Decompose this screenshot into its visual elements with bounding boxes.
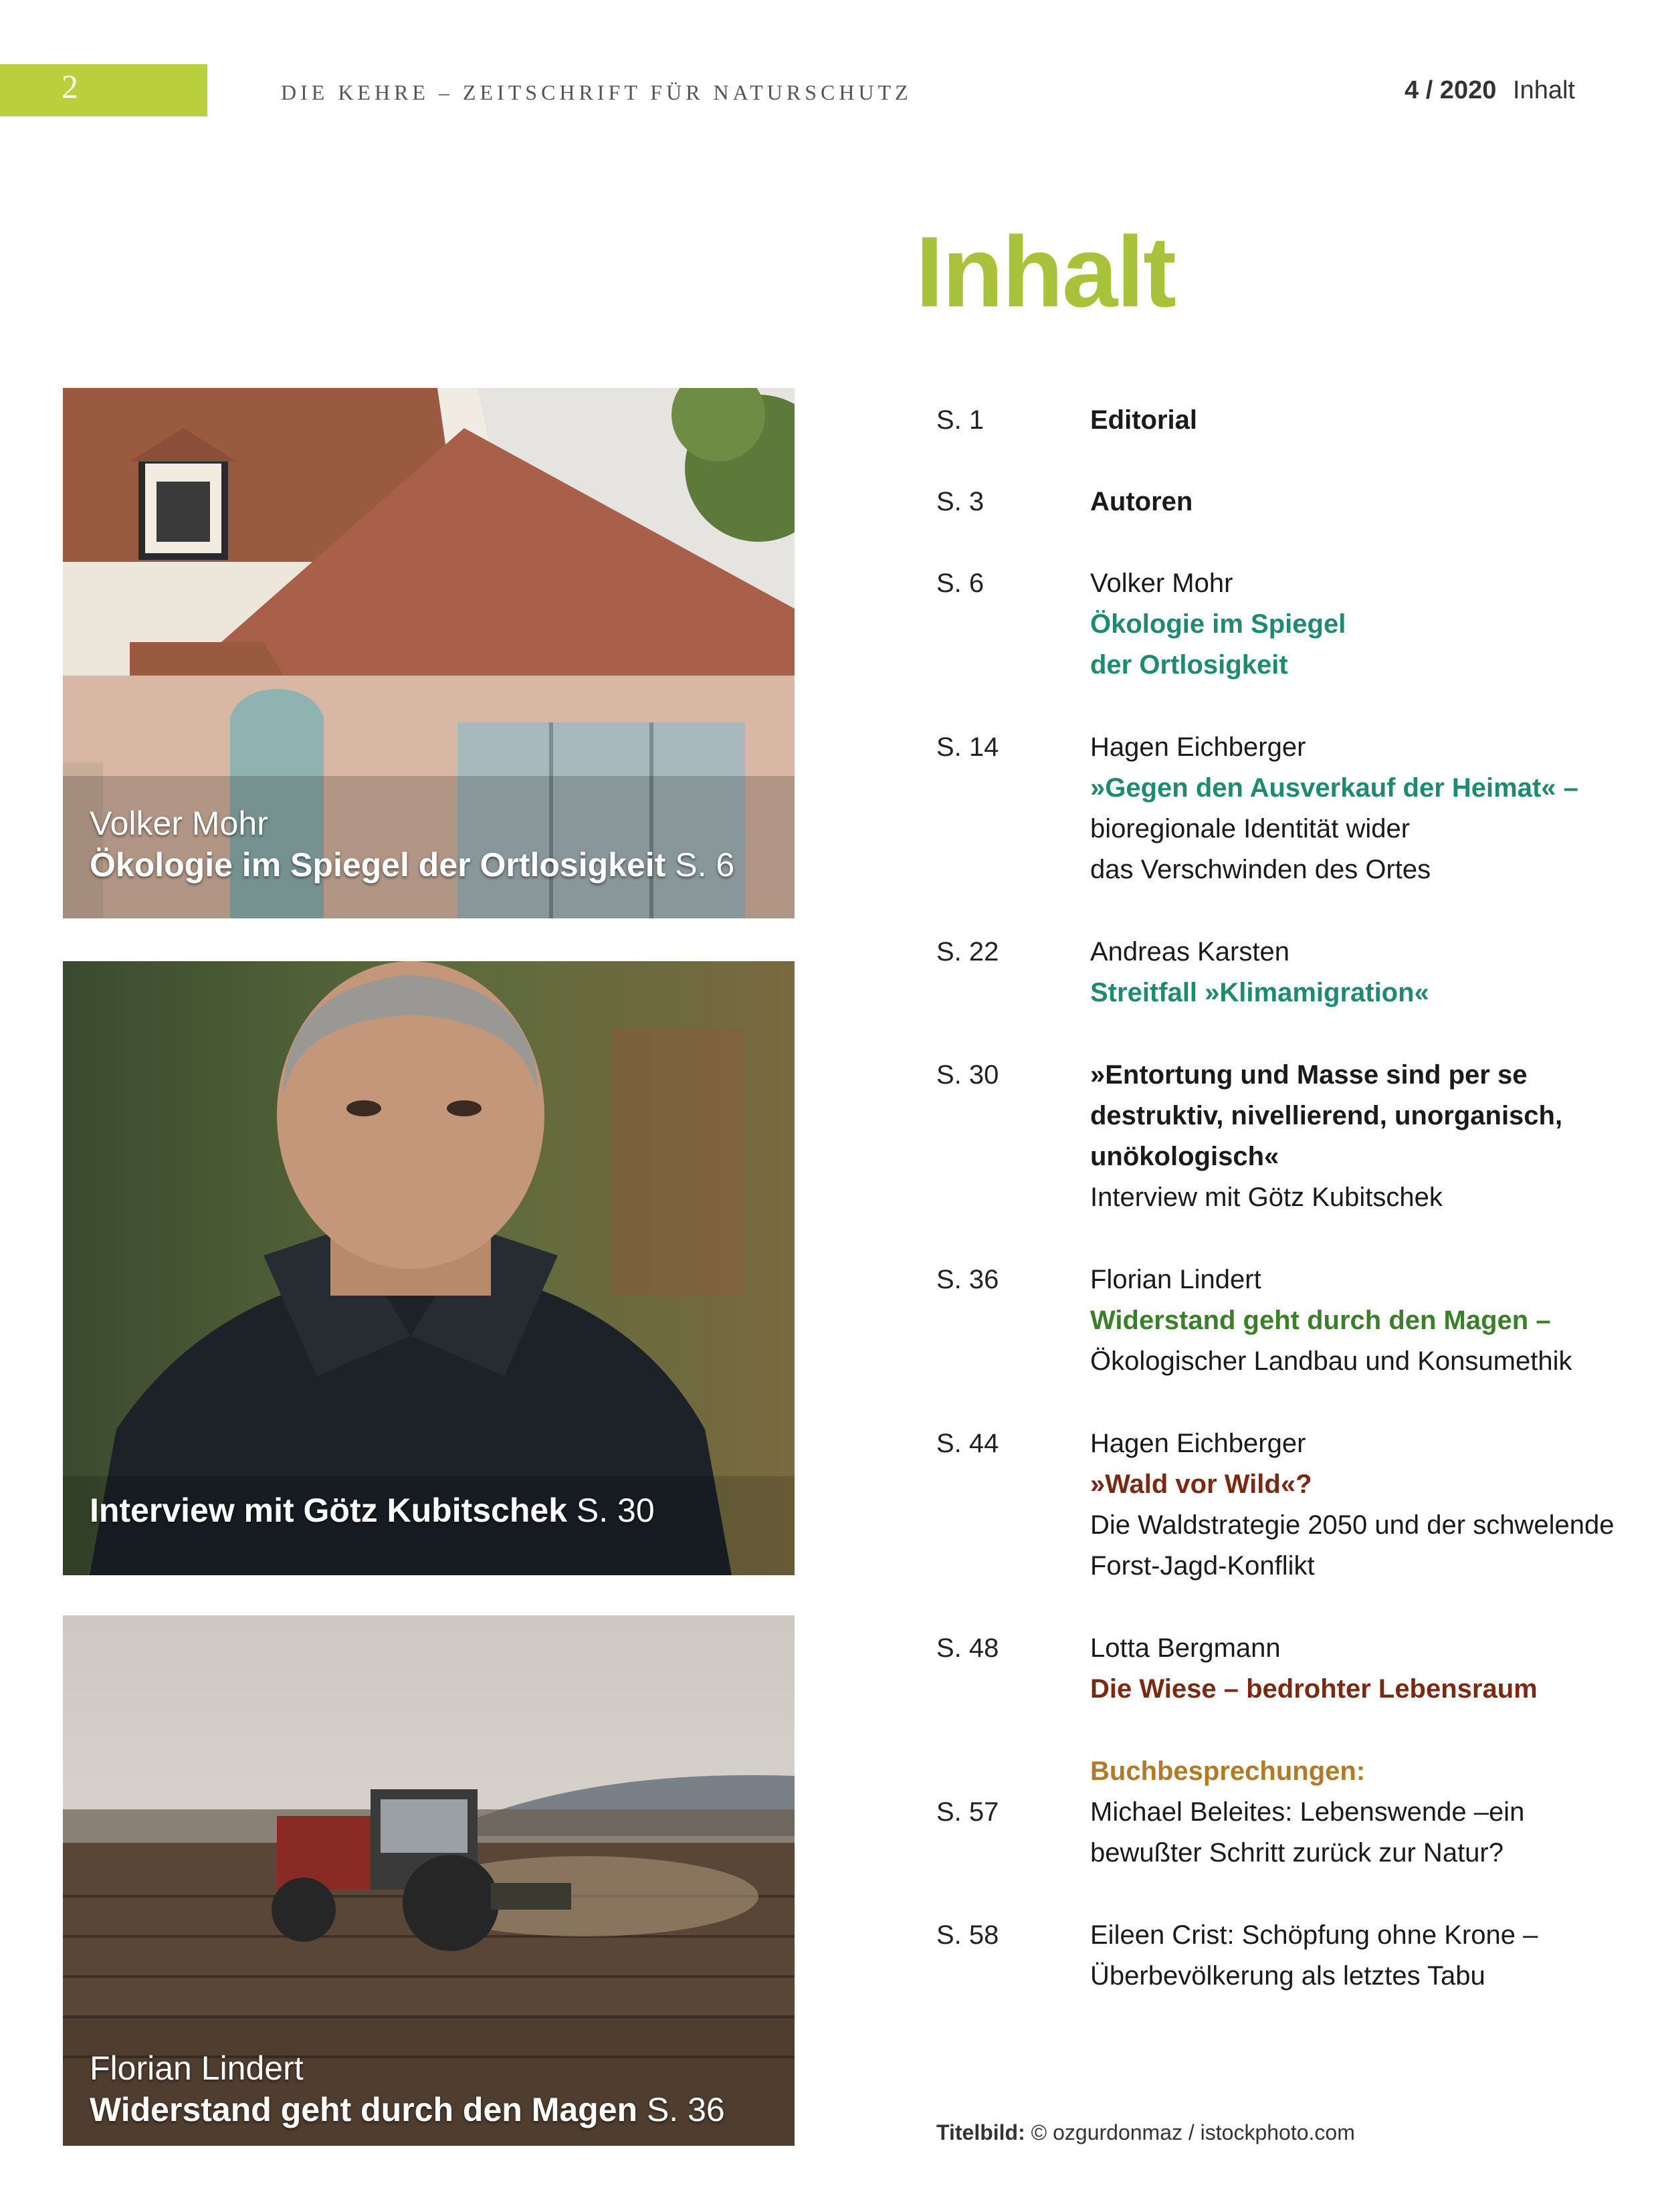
page-number-tab bbox=[0, 64, 207, 116]
toc-title: Michael Beleites: Lebenswende –ein bbox=[1090, 1797, 1525, 1827]
caption-author: Volker Mohr bbox=[90, 805, 268, 842]
toc-title: Streitfall »Klimamigration« bbox=[1090, 978, 1429, 1007]
toc-page-number: S. 48 bbox=[936, 1633, 999, 1663]
toc-page-number: S. 58 bbox=[936, 1920, 999, 1950]
toc-title: unökologisch« bbox=[1090, 1142, 1279, 1171]
toc-page-number: S. 22 bbox=[936, 937, 999, 967]
toc-title: Überbevölkerung als letztes Tabu bbox=[1090, 1961, 1485, 1991]
toc-title: »Gegen den Ausverkauf der Heimat« – bbox=[1090, 773, 1578, 803]
cover-credit bbox=[936, 2120, 1355, 2145]
photo-caption bbox=[90, 1490, 655, 1531]
toc-author: Andreas Karsten bbox=[1090, 937, 1289, 967]
credit-text: © ozgurdonmaz / istockphoto.com bbox=[1031, 2120, 1355, 2144]
toc-title: Ökologie im Spiegel bbox=[1090, 609, 1346, 639]
toc-author: Volker Mohr bbox=[1090, 569, 1233, 598]
credit-label: Titelbild: bbox=[936, 2120, 1025, 2144]
toc-page-number: S. 44 bbox=[936, 1429, 999, 1458]
book-reviews-heading: Buchbesprechungen: bbox=[1090, 1756, 1366, 1786]
toc-subtitle: Interview mit Götz Kubitschek bbox=[1090, 1183, 1443, 1212]
toc-subtitle: Forst-Jagd-Konflikt bbox=[1090, 1551, 1315, 1581]
toc-subtitle: Die Waldstrategie 2050 und der schwelende bbox=[1090, 1510, 1615, 1540]
toc-author: Lotta Bergmann bbox=[1090, 1633, 1281, 1663]
toc-title: Widerstand geht durch den Magen – bbox=[1090, 1306, 1551, 1335]
photo-caption bbox=[90, 803, 734, 886]
toc-subtitle: das Verschwinden des Ortes bbox=[1090, 855, 1431, 884]
toc-title: Die Wiese – bedrohter Lebensraum bbox=[1090, 1674, 1538, 1704]
caption-title: Interview mit Götz Kubitschek bbox=[90, 1492, 568, 1529]
toc-page-number: S. 3 bbox=[936, 487, 985, 516]
toc-page-number: S. 1 bbox=[936, 405, 985, 435]
caption-page: S. 30 bbox=[576, 1492, 655, 1529]
caption-title: Ökologie im Spiegel der Ortlosigkeit bbox=[90, 846, 666, 884]
toc-author: Florian Lindert bbox=[1090, 1265, 1261, 1294]
caption-author: Florian Lindert bbox=[90, 2049, 304, 2087]
page-title: Inhalt bbox=[916, 215, 1175, 328]
toc-title: »Entortung und Masse sind per se bbox=[1090, 1060, 1528, 1090]
toc-page-number: S. 36 bbox=[936, 1265, 999, 1294]
photo-portrait[interactable] bbox=[63, 961, 795, 1575]
toc-title: destruktiv, nivellierend, unorganisch, bbox=[1090, 1101, 1563, 1130]
caption-page: S. 6 bbox=[675, 846, 735, 884]
toc-title: bewußter Schritt zurück zur Natur? bbox=[1090, 1838, 1504, 1868]
toc-author: Hagen Eichberger bbox=[1090, 732, 1306, 762]
toc-page-number: S. 6 bbox=[936, 569, 985, 598]
section-label: Inhalt bbox=[1513, 76, 1575, 104]
toc-page-number: S. 57 bbox=[936, 1797, 999, 1827]
toc-page-number: S. 30 bbox=[936, 1060, 999, 1090]
toc-title: »Wald vor Wild«? bbox=[1090, 1470, 1312, 1499]
photo-tractor[interactable] bbox=[63, 1615, 795, 2146]
toc-subtitle: Ökologischer Landbau und Konsumethik bbox=[1090, 1346, 1572, 1376]
issue-label: 4 / 2020 bbox=[1405, 76, 1497, 104]
toc-title: der Ortlosigkeit bbox=[1090, 650, 1288, 680]
toc-page-number: S. 14 bbox=[936, 732, 999, 762]
photo-caption bbox=[90, 2047, 725, 2130]
toc-author: Hagen Eichberger bbox=[1090, 1429, 1306, 1458]
portrait-illustration bbox=[63, 961, 795, 1575]
photo-house[interactable] bbox=[63, 388, 795, 918]
toc-title: Eileen Crist: Schöpfung ohne Krone – bbox=[1090, 1920, 1538, 1950]
caption-title: Widerstand geht durch den Magen bbox=[90, 2091, 638, 2128]
toc-line: Editorial bbox=[1090, 405, 1198, 435]
toc-subtitle: bioregionale Identität wider bbox=[1090, 814, 1411, 843]
magazine-title: DIE KEHRE – ZEITSCHRIFT FÜR NATURSCHUTZ bbox=[281, 80, 912, 104]
caption-page: S. 36 bbox=[646, 2091, 725, 2128]
toc-line: Autoren bbox=[1090, 487, 1193, 516]
page-number: 2 bbox=[62, 68, 78, 105]
